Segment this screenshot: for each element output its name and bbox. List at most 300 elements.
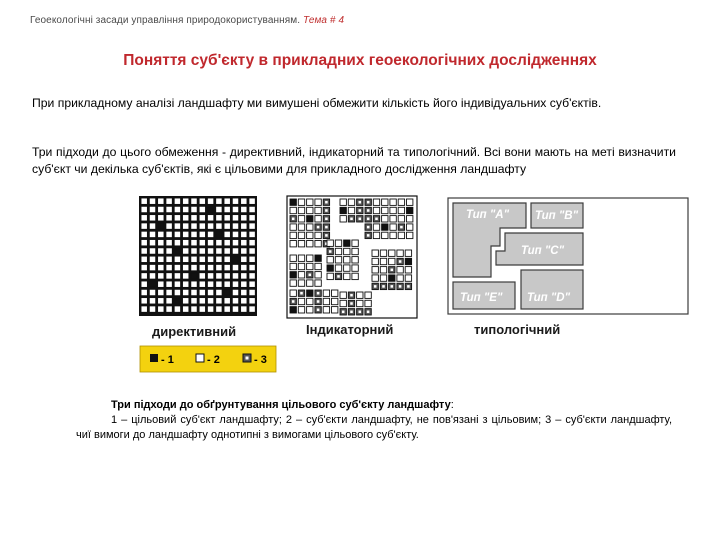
indicator-cell xyxy=(407,216,413,222)
directive-cell xyxy=(241,273,247,279)
directive-cell xyxy=(207,289,213,295)
indicator-cell xyxy=(344,265,350,271)
type-d-label: Тип "D" xyxy=(527,292,571,304)
indicator-cell xyxy=(397,275,403,281)
directive-cell xyxy=(232,198,238,204)
directive-cell xyxy=(158,240,164,246)
indicator-cell xyxy=(382,232,388,238)
directive-cell xyxy=(166,215,172,221)
directive-cell xyxy=(149,273,155,279)
indicator-cell xyxy=(398,199,404,205)
directive-cell xyxy=(158,248,164,254)
directive-cell xyxy=(149,248,155,254)
indicator-cell xyxy=(405,267,411,273)
directive-cell xyxy=(241,231,247,237)
directive-cell xyxy=(241,198,247,204)
directive-cell xyxy=(207,231,213,237)
page-title: Поняття суб'єкту в прикладних геоекологічних дослідженнях xyxy=(123,52,597,69)
indicator-cell xyxy=(372,275,378,281)
directive-cell xyxy=(174,273,180,279)
directive-cell xyxy=(191,306,197,312)
indicator-cell xyxy=(389,258,395,264)
directive-cell xyxy=(232,231,238,237)
directive-cell xyxy=(224,264,230,270)
indicator-cell-dot xyxy=(367,234,370,237)
directive-cell xyxy=(207,240,213,246)
indicator-cell xyxy=(372,258,378,264)
directive-cell xyxy=(249,223,255,229)
directive-cell xyxy=(183,256,189,262)
indicator-cell xyxy=(372,267,378,273)
directive-cell xyxy=(158,198,164,204)
directive-cell xyxy=(216,256,222,262)
indicator-cell xyxy=(373,207,379,213)
directive-cell xyxy=(141,264,147,270)
directive-cell xyxy=(232,215,238,221)
indicator-cell xyxy=(290,280,296,286)
directive-cell xyxy=(249,298,255,304)
indicator-cell-dot xyxy=(325,201,328,204)
directive-cell xyxy=(224,256,230,262)
directive-cell xyxy=(216,215,222,221)
directive-cell xyxy=(232,289,238,295)
indicator-cell xyxy=(307,298,313,304)
directive-cell xyxy=(224,273,230,279)
directive-label: директивний xyxy=(152,324,237,339)
indicator-cell xyxy=(390,224,396,230)
directive-cell xyxy=(158,306,164,312)
directive-cell xyxy=(191,256,197,262)
indicator-cell xyxy=(290,224,296,230)
directive-cell xyxy=(199,264,205,270)
indicator-cell xyxy=(327,273,333,279)
indicator-cell xyxy=(382,224,388,230)
directive-cell xyxy=(141,206,147,212)
directive-cell xyxy=(141,198,147,204)
indicator-cell xyxy=(290,255,296,261)
directive-cell xyxy=(158,231,164,237)
directive-grid-bg xyxy=(139,196,257,316)
directive-cell xyxy=(224,306,230,312)
directive-cell xyxy=(216,240,222,246)
indicator-cell xyxy=(398,232,404,238)
directive-cell xyxy=(174,289,180,295)
directive-cell xyxy=(241,223,247,229)
directive-cell xyxy=(191,298,197,304)
indicator-cell xyxy=(290,272,296,278)
indicator-cell xyxy=(315,241,321,247)
indicator-cell-dot xyxy=(359,209,362,212)
directive-cell xyxy=(149,306,155,312)
directive-cell xyxy=(166,206,172,212)
directive-cell xyxy=(183,231,189,237)
indicator-cell xyxy=(335,265,341,271)
indicator-cell xyxy=(407,207,413,213)
directive-cell xyxy=(191,264,197,270)
directive-cell xyxy=(216,198,222,204)
typological-label: типологічний xyxy=(474,322,561,337)
indicator-cell xyxy=(315,255,321,261)
directive-cell xyxy=(216,306,222,312)
directive-cell xyxy=(183,198,189,204)
indicator-cell-dot xyxy=(359,311,362,314)
directive-cell xyxy=(191,198,197,204)
indicator-cell xyxy=(307,199,313,205)
indicator-cell xyxy=(307,232,313,238)
indicator-cell xyxy=(315,280,321,286)
indicator-cell-dot xyxy=(350,218,353,221)
indicator-cell xyxy=(298,272,304,278)
directive-cell xyxy=(191,206,197,212)
indicator-cell xyxy=(397,267,403,273)
directive-cell xyxy=(216,281,222,287)
indicator-cell xyxy=(315,216,321,222)
indicator-cell-dot xyxy=(367,209,370,212)
directive-cell xyxy=(149,223,155,229)
indicator-cell xyxy=(290,290,296,296)
directive-cell xyxy=(199,206,205,212)
indicator-cell xyxy=(332,290,338,296)
directive-cell xyxy=(174,298,180,304)
indicator-cell xyxy=(307,263,313,269)
directive-cell xyxy=(249,206,255,212)
directive-cell xyxy=(232,256,238,262)
indicator-cell xyxy=(335,240,341,246)
indicator-cell xyxy=(298,216,304,222)
empty-square-icon xyxy=(196,354,204,362)
indicator-cell xyxy=(382,199,388,205)
indicator-cell xyxy=(340,300,346,306)
indicator-cell xyxy=(332,307,338,313)
indicator-cell-dot xyxy=(391,269,394,272)
directive-cell xyxy=(232,273,238,279)
indicator-cell-dot xyxy=(342,311,345,314)
directive-cell xyxy=(232,306,238,312)
directive-cell xyxy=(241,256,247,262)
indicator-cell xyxy=(389,250,395,256)
indicator-cell-dot xyxy=(325,218,328,221)
indicator-cell xyxy=(372,250,378,256)
caption-title-suffix: : xyxy=(450,399,454,411)
indicator-cell xyxy=(382,207,388,213)
directive-cell xyxy=(224,248,230,254)
directive-cell xyxy=(149,298,155,304)
directive-cell xyxy=(158,264,164,270)
directive-cell xyxy=(224,231,230,237)
directive-cell xyxy=(224,206,230,212)
directive-cell xyxy=(191,215,197,221)
indicator-cell xyxy=(407,224,413,230)
indicator-cell xyxy=(352,257,358,263)
directive-cell xyxy=(174,215,180,221)
directive-cell xyxy=(232,206,238,212)
indicator-cell xyxy=(307,307,313,313)
figure-caption xyxy=(76,398,672,443)
directive-cell xyxy=(199,198,205,204)
directive-cell xyxy=(199,298,205,304)
directive-cell xyxy=(141,256,147,262)
directive-cell xyxy=(183,223,189,229)
indicator-cell-dot xyxy=(317,300,320,303)
directive-cell xyxy=(232,281,238,287)
indicator-cell xyxy=(307,290,313,296)
directive-cell xyxy=(166,231,172,237)
indicator-cell-dot xyxy=(317,309,320,312)
directive-cell xyxy=(207,248,213,254)
indicator-cell xyxy=(352,265,358,271)
indicator-cell-dot xyxy=(359,201,362,204)
directive-cell xyxy=(191,273,197,279)
indicator-cell xyxy=(398,216,404,222)
indicator-cell xyxy=(335,248,341,254)
indicator-cell xyxy=(357,300,363,306)
directive-cell xyxy=(224,298,230,304)
directive-cell xyxy=(158,206,164,212)
directive-cell xyxy=(249,289,255,295)
directive-cell xyxy=(199,223,205,229)
indicator-cell xyxy=(380,258,386,264)
paragraph-intro: При прикладному аналізі ландшафту ми вимушені обмежити кількість його індивідуальних суб'єктів. xyxy=(32,96,602,110)
directive-cell xyxy=(216,298,222,304)
directive-cell xyxy=(166,223,172,229)
indicator-cell xyxy=(380,267,386,273)
indicator-cell-dot xyxy=(329,250,332,253)
indicator-cell-dot xyxy=(399,260,402,263)
directive-cell xyxy=(249,198,255,204)
indicator-cell xyxy=(357,292,363,298)
directive-cell xyxy=(183,289,189,295)
directive-cell xyxy=(158,223,164,229)
directive-cell xyxy=(191,281,197,287)
directive-cell xyxy=(149,281,155,287)
indicator-cell xyxy=(397,250,403,256)
directive-cell xyxy=(183,273,189,279)
indicator-cell xyxy=(307,255,313,261)
directive-cell xyxy=(174,231,180,237)
directive-cell xyxy=(158,298,164,304)
directive-cell xyxy=(249,264,255,270)
indicator-cell xyxy=(365,300,371,306)
directive-cell xyxy=(241,281,247,287)
directive-cell xyxy=(232,298,238,304)
directive-grid xyxy=(139,196,257,316)
indicator-cell xyxy=(405,250,411,256)
directive-cell xyxy=(174,264,180,270)
directive-cell xyxy=(191,240,197,246)
directive-cell xyxy=(149,198,155,204)
directive-cell xyxy=(149,231,155,237)
directive-cell xyxy=(199,273,205,279)
directive-cell xyxy=(166,198,172,204)
indicator-cell xyxy=(340,216,346,222)
indicator-cell xyxy=(373,224,379,230)
indicator-cell-dot xyxy=(407,285,410,288)
indicator-cell xyxy=(315,272,321,278)
typological-map xyxy=(448,198,688,314)
indicator-cell-dot xyxy=(350,294,353,297)
indicator-cell xyxy=(348,199,354,205)
indicator-cell-dot xyxy=(359,218,362,221)
directive-cell xyxy=(207,198,213,204)
directive-cell xyxy=(183,264,189,270)
indicator-cell xyxy=(405,258,411,264)
indicator-cell xyxy=(290,263,296,269)
indicator-cell xyxy=(327,240,333,246)
directive-cell xyxy=(191,231,197,237)
indicator-cell-dot xyxy=(325,209,328,212)
indicator-cell xyxy=(290,307,296,313)
indicator-cell xyxy=(390,207,396,213)
directive-cell xyxy=(166,298,172,304)
indicator-cell xyxy=(389,275,395,281)
directive-cell xyxy=(191,223,197,229)
indicator-cell xyxy=(380,275,386,281)
indicator-cell-dot xyxy=(375,218,378,221)
legend-label-2: - 2 xyxy=(207,354,220,366)
directive-cell xyxy=(174,223,180,229)
directive-cell xyxy=(249,248,255,254)
directive-cell xyxy=(149,206,155,212)
directive-cell xyxy=(241,248,247,254)
indicator-cell xyxy=(315,263,321,269)
indicator-cell xyxy=(352,273,358,279)
indicator-cell xyxy=(373,232,379,238)
indicator-cell-dot xyxy=(382,285,385,288)
indicator-cell xyxy=(380,250,386,256)
directive-cell xyxy=(207,273,213,279)
directive-cell xyxy=(207,298,213,304)
directive-cell xyxy=(199,215,205,221)
indicator-cell-dot xyxy=(292,218,295,221)
directive-cell xyxy=(232,240,238,246)
directive-cell xyxy=(199,231,205,237)
indicator-cell xyxy=(290,241,296,247)
type-c-label: Тип "С" xyxy=(521,245,565,257)
indicator-cell xyxy=(340,207,346,213)
directive-cell xyxy=(224,198,230,204)
directive-cell xyxy=(224,289,230,295)
indicator-cell xyxy=(327,257,333,263)
directive-cell xyxy=(174,206,180,212)
type-b-label: Тип "В" xyxy=(535,210,579,222)
directive-cell xyxy=(241,306,247,312)
indicator-cell-dot xyxy=(317,226,320,229)
indicator-cell-dot xyxy=(309,274,312,277)
indicator-cell xyxy=(307,280,313,286)
directive-cell xyxy=(158,273,164,279)
indicator-cell xyxy=(298,255,304,261)
directive-cell xyxy=(141,240,147,246)
directive-cell xyxy=(149,215,155,221)
indicator-cell-dot xyxy=(367,311,370,314)
directive-cell xyxy=(166,264,172,270)
type-e-label: Тип "Е" xyxy=(460,292,503,304)
indicator-cell xyxy=(298,199,304,205)
indicator-cell xyxy=(307,207,313,213)
indicator-cell xyxy=(405,275,411,281)
indicator-cell xyxy=(298,280,304,286)
directive-cell xyxy=(174,306,180,312)
indicator-cell xyxy=(307,224,313,230)
type-a-label: Тип "А" xyxy=(466,209,510,221)
indicator-cell xyxy=(335,257,341,263)
paragraph-approaches: Три підходи до цього обмеження - директивний, індикаторний та типологічний. Всі вони мають на меті визначити суб'єкт чи декілька суб'єктів, які є цільовими для прикладного дослідження ландшафту xyxy=(32,145,676,176)
directive-cell xyxy=(207,206,213,212)
directive-cell xyxy=(183,298,189,304)
indicator-cell xyxy=(340,292,346,298)
indicator-cell-dot xyxy=(325,234,328,237)
directive-cell xyxy=(249,306,255,312)
indicator-cell xyxy=(407,199,413,205)
indicator-cell xyxy=(340,199,346,205)
legend-label-1: - 1 xyxy=(161,354,174,366)
directive-cell xyxy=(249,273,255,279)
indicator-cell xyxy=(352,248,358,254)
directive-cell xyxy=(166,240,172,246)
indicator-cell-dot xyxy=(337,275,340,278)
directive-cell xyxy=(249,240,255,246)
directive-cell xyxy=(174,248,180,254)
directive-cell xyxy=(224,240,230,246)
indicator-cell xyxy=(307,241,313,247)
indicator-grid xyxy=(287,196,417,318)
indicator-cell-dot xyxy=(350,302,353,305)
directive-cell xyxy=(149,240,155,246)
directive-cell xyxy=(183,281,189,287)
directive-cell xyxy=(216,231,222,237)
directive-cell xyxy=(216,248,222,254)
indicator-cell-dot xyxy=(399,285,402,288)
indicator-cell xyxy=(332,298,338,304)
indicator-cell xyxy=(344,240,350,246)
directive-cell xyxy=(174,198,180,204)
indicator-cell xyxy=(327,265,333,271)
directive-cell xyxy=(199,240,205,246)
directive-cell xyxy=(207,215,213,221)
directive-cell xyxy=(166,248,172,254)
indicator-cell xyxy=(298,263,304,269)
indicator-cell-dot xyxy=(292,300,295,303)
directive-cell xyxy=(216,223,222,229)
indicator-cell xyxy=(390,199,396,205)
directive-cell xyxy=(183,206,189,212)
directive-cell xyxy=(166,289,172,295)
indicator-cell-dot xyxy=(391,285,394,288)
directive-cell xyxy=(207,256,213,262)
indicator-cell xyxy=(298,232,304,238)
directive-cell xyxy=(166,256,172,262)
directive-cell xyxy=(241,240,247,246)
directive-cell xyxy=(207,223,213,229)
directive-cell xyxy=(158,289,164,295)
indicator-cell xyxy=(365,292,371,298)
indicator-cell-dot xyxy=(300,292,303,295)
directive-cell xyxy=(249,231,255,237)
directive-cell xyxy=(224,281,230,287)
directive-cell xyxy=(207,264,213,270)
legend xyxy=(140,346,276,372)
directive-cell xyxy=(149,256,155,262)
indicator-cell-dot xyxy=(325,226,328,229)
directive-cell xyxy=(166,273,172,279)
directive-cell xyxy=(216,273,222,279)
indicator-cell xyxy=(298,207,304,213)
indicator-cell xyxy=(390,216,396,222)
directive-cell xyxy=(216,206,222,212)
indicator-cell xyxy=(344,257,350,263)
directive-cell xyxy=(241,206,247,212)
indicator-cell-dot xyxy=(374,285,377,288)
